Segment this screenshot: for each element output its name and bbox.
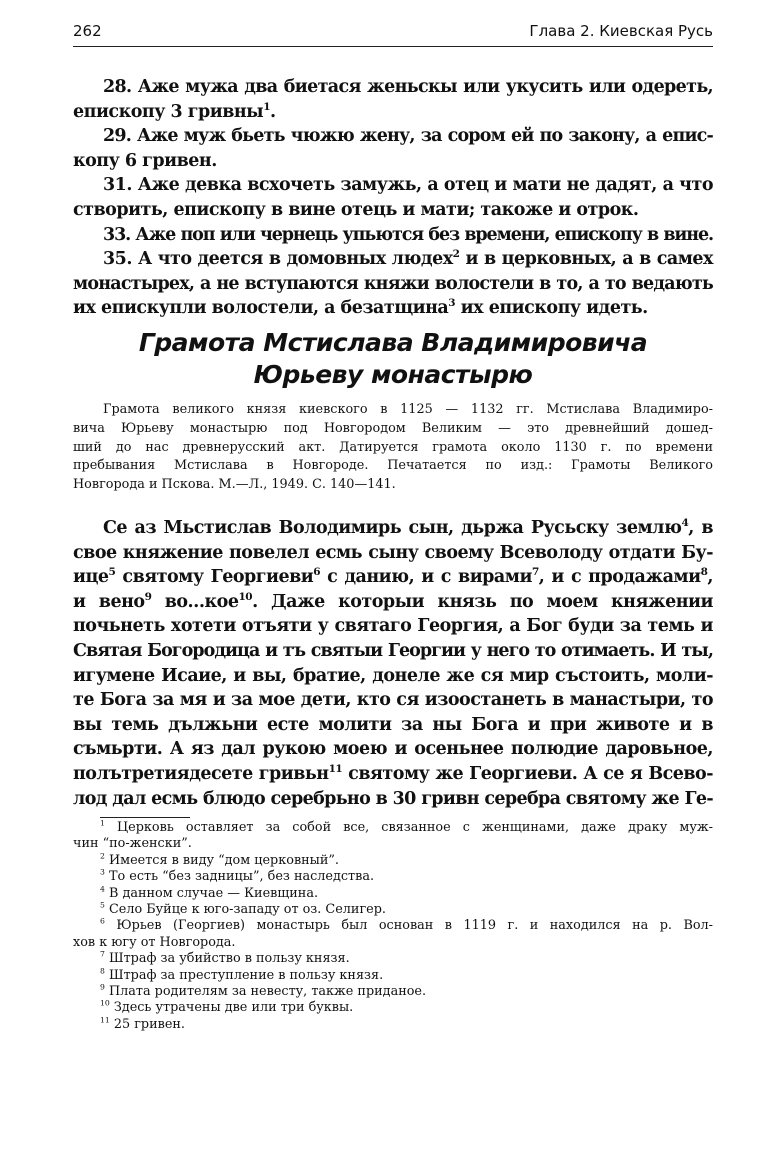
chapter-title: Глава 2. Киевская Русь — [529, 22, 713, 40]
text-line: лод дал есмь блюдо серебрьно в 30 гривн серебра святому же Ге- — [73, 788, 713, 809]
text-line: вы темь дължьни есте молити за ны Бога и при животе и в — [73, 714, 713, 735]
footnote-4: $^4$ В данном случае — Киевщина. — [100, 884, 319, 901]
footnote-1: $^1$ Церковь оставляет за собой все, связанное с женщинами, даже драку муж- — [100, 818, 713, 835]
footnote-9: $^9$ Плата родителям за невесту, также приданое. — [100, 982, 427, 1000]
editorial-intro — [73, 401, 713, 495]
text-line: створить, епископу в вине отець и мати; такоже и отрок. — [73, 199, 639, 220]
footnote-7: $^7$ Штраф за убийство в пользу князя. — [100, 949, 350, 967]
article-33: 33. Аже поп или чернець упьются без времени, епископу в вине. — [103, 224, 713, 245]
statute-articles — [73, 75, 713, 321]
footnote-ref: 8 — [700, 566, 708, 579]
intro-line: ший до нас древнерусский акт. Датируется грамота около 1130 г. по времени — [73, 439, 713, 455]
footnote-ref: 10 — [238, 590, 253, 603]
footnote-6: $^6$ Юрьев (Георгиев) монастырь был основан в 1119 г. и находился на р. Вол- — [100, 917, 713, 934]
text-line: и вено$^9$ во…кое$^{10}$. Даже которыи князь по моем княжении — [73, 590, 713, 612]
footnote-11: $^{11}$ 25 гривен. — [100, 1015, 185, 1032]
text-line: съмьрти. А яз дал рукою моею и осеньнее полюдие даровьное, — [73, 739, 713, 760]
footnote-ref: 4 — [681, 517, 689, 530]
section-title — [73, 327, 713, 391]
intro-line: пребывания Мстислава в Новгороде. Печатается по изд.: Грамоты Великого — [73, 458, 713, 474]
header-rule — [73, 46, 713, 47]
text-line: монастырех, а не вступаются княжи волостели в то, а то ведають — [73, 273, 713, 294]
intro-line: Новгорода и Пскова. М.—Л., 1949. С. 140—141. — [73, 477, 396, 493]
text-line: почьнеть хотети отъяти у святаго Георгия, а Бог буди за темь и — [73, 616, 713, 637]
footnote-line: чин “по-женски”. — [73, 836, 192, 852]
page-number: 262 — [73, 22, 102, 40]
footnote-2: $^2$ Имеется в виду “дом церковный”. — [100, 851, 340, 868]
article-29: 29. Аже муж бьеть чюжю жену, за сором ей по закону, а епис- — [103, 126, 713, 147]
footnote-8: $^8$ Штраф за преступление в пользу князя. — [100, 966, 384, 983]
footnote-3: $^3$ То есть “без задницы”, без наследства. — [100, 867, 375, 885]
running-header — [73, 22, 713, 42]
footnote-ref: 3 — [448, 297, 456, 310]
footnote-ref: 6 — [313, 566, 321, 579]
footnote-ref: 7 — [531, 566, 539, 579]
section-title-line: Юрьеву монастырю — [253, 360, 533, 389]
footnotes — [73, 820, 713, 1033]
text-line: их епискупли волостели, а безатщина$^3$ их епископу идеть. — [73, 297, 648, 319]
text-line: полътретиядесете гривьн$^{11}$ святому же Георгиеви. А се я Всево- — [73, 763, 713, 784]
intro-line: Грамота великого князя киевского в 1125 — 1132 гг. Мстислава Владимиро- — [103, 402, 713, 417]
text-line: ице$^5$ святому Георгиеви$^6$ с данию, и с вирами$^7$, и с продажами$^8$, — [73, 566, 713, 588]
article-35: 35. А что деется в домовных людех$^2$ и в церковных, а в самех — [103, 248, 713, 270]
footnote-line: хов к югу от Новгорода. — [73, 934, 236, 950]
footnote-ref: 5 — [108, 566, 116, 579]
charter-text — [73, 516, 713, 811]
section-title-line: Грамота Мстислава Владимировича — [138, 328, 648, 357]
text-line: те Бога за мя и за мое дети, кто ся изоостанеть в манастыри, то — [73, 690, 713, 711]
footnote-5: $^5$ Село Буйце к юго-западу от оз. Селигер. — [100, 900, 386, 918]
text-line: Святая Богородица и тъ святыи Георгии у него то отимаеть. И ты, — [73, 640, 713, 661]
footnote-ref: 2 — [452, 248, 460, 261]
article-31: 31. Аже девка всхочеть замужь, а отец и мати не дадят, а что — [103, 175, 713, 196]
intro-line: вича Юрьеву монастырю под Новгородом Великим — это древнейший дошед- — [73, 420, 713, 436]
text-line: епископу 3 гривны$^1$. — [73, 100, 276, 122]
text-line: свое княжение повелел есмь сыну своему Всеволоду отдати Бу- — [73, 542, 713, 563]
footnote-ref: 11 — [328, 763, 343, 776]
footnote-rule — [100, 817, 190, 818]
article-28: 28. Аже мужа два биетася женьскы или укусить или одереть, — [103, 77, 713, 97]
text-line: игумене Исаие, и вы, братие, донеле же ся мир състоить, моли- — [73, 665, 713, 686]
footnote-ref: 1 — [263, 100, 271, 113]
footnote-ref: 9 — [144, 590, 152, 603]
text-line: Се аз Мьстислав Володимирь сын, дьржа Русьску землю$^4$, в — [103, 517, 713, 538]
footnote-10: $^{10}$ Здесь утрачены две или три буквы. — [100, 999, 354, 1016]
text-line: копу 6 гривен. — [73, 150, 217, 171]
